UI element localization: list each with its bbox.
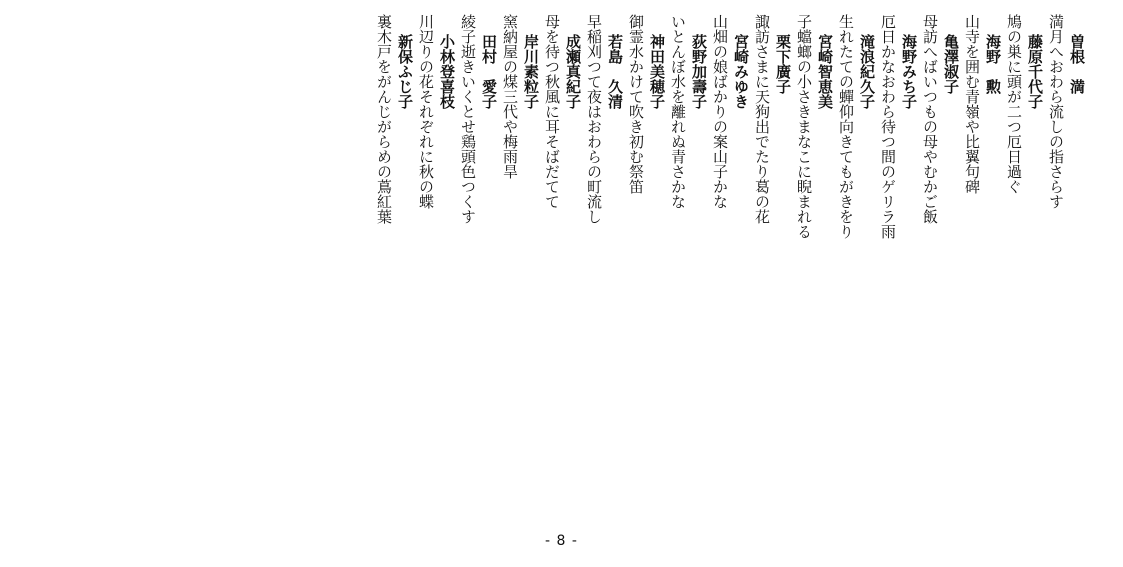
haiku-text: 裏木戸をがんじがらめの蔦紅葉 bbox=[375, 14, 393, 224]
haiku-author: 滝浪紀久子 bbox=[858, 34, 876, 109]
haiku-text: 綾子逝きいくとせ鶏頭色つくす bbox=[459, 14, 477, 224]
haiku-text: 山寺を囲む青嶺や比翼句碑 bbox=[963, 14, 981, 194]
haiku-author: 栗下廣子 bbox=[774, 34, 792, 94]
haiku-author: 田村 愛子 bbox=[480, 34, 498, 109]
haiku-author: 岸川素粒子 bbox=[522, 34, 540, 109]
haiku-text: 諏訪さまに天狗出でたり葛の花 bbox=[753, 14, 771, 224]
haiku-text: 母訪へばいつもの母やむかご飯 bbox=[921, 14, 939, 224]
haiku-author: 神田美穂子 bbox=[648, 34, 666, 109]
haiku-text: 早稲刈つて夜はおわらの町流し bbox=[585, 14, 603, 224]
haiku-author: 若島 久清 bbox=[606, 34, 624, 109]
haiku-author: 海野みち子 bbox=[900, 34, 918, 109]
haiku-text: 鳩の巣に頭が二つ厄日過ぐ bbox=[1005, 14, 1023, 194]
haiku-author: 新保ふじ子 bbox=[396, 34, 414, 109]
haiku-text: 御霊水かけて吹き初む祭笛 bbox=[627, 14, 645, 194]
haiku-author: 藤原千代子 bbox=[1026, 34, 1044, 109]
haiku-collection bbox=[373, 14, 1087, 314]
haiku-text: いとんぼ水を離れぬ青さかな bbox=[669, 14, 687, 209]
haiku-author: 海野 勲 bbox=[984, 34, 1002, 94]
page-number: - 8 - bbox=[545, 533, 578, 549]
haiku-author: 亀澤淑子 bbox=[942, 34, 960, 94]
haiku-author: 成瀬真紀子 bbox=[564, 34, 582, 109]
haiku-text: 子蟷螂の小さきまなこに睨まれる bbox=[795, 14, 813, 239]
haiku-author: 小林登喜枝 bbox=[438, 34, 456, 109]
haiku-author: 宮崎智恵美 bbox=[816, 34, 834, 109]
haiku-text: 満月へおわら流しの指さらす bbox=[1047, 14, 1065, 209]
haiku-author: 宮崎みゆき bbox=[732, 34, 750, 109]
haiku-author: 曽根 満 bbox=[1068, 34, 1086, 94]
haiku-text: 母を待つ秋風に耳そばだてて bbox=[543, 14, 561, 209]
haiku-text: 生れたての蟬仰向きてもがきをり bbox=[837, 14, 855, 239]
haiku-text: 川辺りの花それぞれに秋の蝶 bbox=[417, 14, 435, 209]
haiku-author: 荻野加壽子 bbox=[690, 34, 708, 109]
haiku-text: 窯納屋の煤三代や梅雨旱 bbox=[501, 14, 519, 179]
haiku-text: 山畑の娘ばかりの案山子かな bbox=[711, 14, 729, 209]
haiku-text: 厄日かなおわら待つ間のゲリラ雨 bbox=[879, 14, 897, 239]
